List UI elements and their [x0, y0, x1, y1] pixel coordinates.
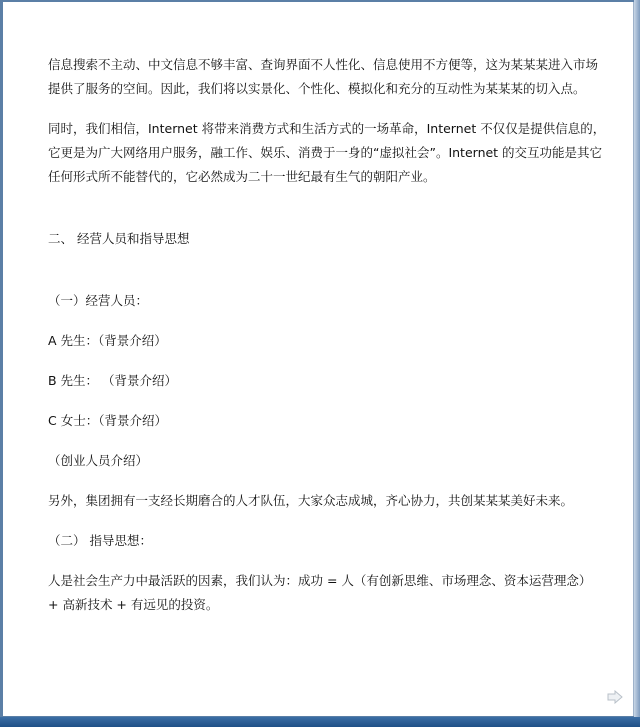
next-page-arrow-icon[interactable] — [607, 690, 623, 704]
paragraph-line: 任何形式所不能替代的，它必然成为二十一世纪最有生气的朝阳产业。 — [48, 169, 436, 184]
paragraph-line: 信息搜索不主动、中文信息不够丰富、查询界面不人性化、信息使用不方便等，这为某某某进入市场 — [48, 57, 599, 72]
paragraph-line: C 女士：（背景介绍） — [48, 413, 167, 428]
paragraph-line: 它更是为广大网络用户服务，融工作、娱乐、消费于一身的“虚拟社会”。Internet 的交互功能是其它 — [48, 145, 603, 160]
subsection-heading: （一）经营人员： — [48, 293, 149, 308]
paragraph-line: 同时，我们相信，Internet 将带来消费方式和生活方式的一场革命，Internet 不仅仅是提供信息的， — [48, 121, 606, 136]
paragraph-line: A 先生：（背景介绍） — [48, 333, 167, 348]
paragraph-line: 提供了服务的空间。因此，我们将以实景化、个性化、模拟化和充分的互动性为某某某的切入点。 — [48, 81, 586, 96]
paragraph-line: 人是社会生产力中最活跃的因素，我们认为：成功 = 人（有创新思维、市场理念、资本运营理念） — [48, 573, 592, 588]
paragraph-line: + 高新技术 + 有远见的投资。 — [48, 597, 219, 612]
paragraph-line: B 先生： （背景介绍） — [48, 373, 178, 388]
taskbar — [0, 717, 640, 727]
paragraph-line: 另外，集团拥有一支经长期磨合的人才队伍，大家众志成城，齐心协力，共创某某某美好未来。 — [48, 493, 574, 508]
window-border-right — [634, 0, 640, 717]
paragraph-line: （创业人员介绍） — [48, 453, 149, 468]
section-heading: 二、 经营人员和指导思想 — [48, 231, 190, 246]
subsection-heading: （二） 指导思想： — [48, 533, 152, 548]
